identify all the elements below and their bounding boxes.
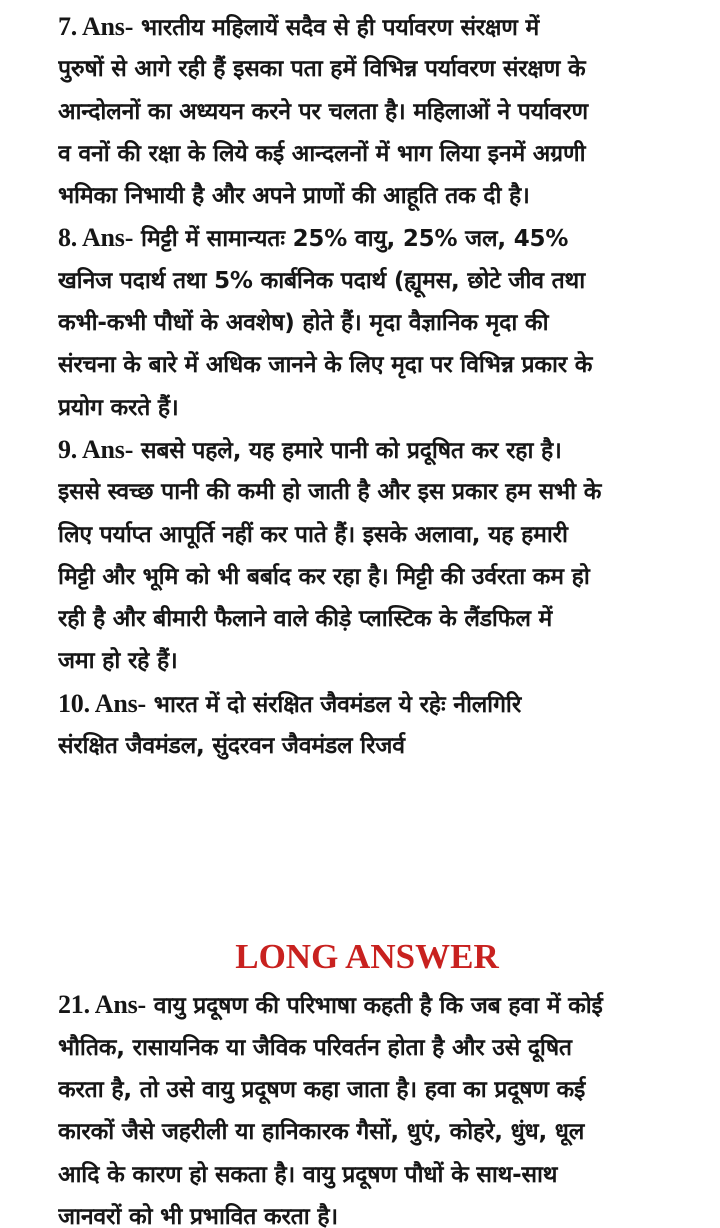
answer-9 xyxy=(58,429,686,683)
line-text: भारतीय महिलायें सदैव से ही पर्यावरण संरक्षण में xyxy=(133,15,540,41)
text-line xyxy=(58,6,686,48)
answer-7 xyxy=(58,6,686,217)
answer-number: 10. Ans- xyxy=(58,688,146,718)
text-line: मिट्टी और भूमि को भी बर्बाद कर रहा है। मिट्टी की उर्वरता कम हो xyxy=(58,563,590,590)
line-text: मिट्टी में सामान्यतः 25% वायु, 25% जल, 45% xyxy=(133,226,569,253)
text-line: जानवरों को भी प्रभावित करता है। xyxy=(58,1203,338,1228)
text-line: इससे स्वच्छ पानी की कमी हो जाती है और इस प्रकार हम सभी के xyxy=(58,479,602,506)
text-line: कारकों जैसे जहरीली या हानिकारक गैसों, धुएं, कोहरे, धुंध, धूल xyxy=(58,1119,585,1146)
text-line: करता है, तो उसे वायु प्रदूषण कहा जाता है। हवा का प्रदूषण कई xyxy=(58,1076,586,1103)
answer-8 xyxy=(58,217,686,428)
answer-number: 21. Ans- xyxy=(58,990,146,1020)
line-text: भारत में दो संरक्षित जैवमंडल ये रहेः नीलगिरि xyxy=(145,691,522,718)
line-text: वायु प्रदूषण की परिभाषा कहती है कि जब हवा में कोई xyxy=(145,993,603,1020)
text-line: जमा हो रहे हैं। xyxy=(58,648,178,675)
answer-21 xyxy=(58,984,686,1228)
text-line: रही है और बीमारी फैलाने वाले कीड़े प्लास्टिक के लैंडफिल में xyxy=(58,606,553,633)
text-line xyxy=(58,217,686,259)
text-line: भौतिक, रासायनिक या जैविक परिवर्तन होता है और उसे दूषित xyxy=(58,1034,572,1061)
text-line: व वनों की रक्षा के लिये कई आन्दलनों में भाग लिया इनमें अग्रणी xyxy=(58,140,586,167)
text-line: कभी-कभी पौधों के अवशेष) होते हैं। मृदा वैज्ञानिक मृदा की xyxy=(58,310,549,337)
text-line xyxy=(58,683,686,725)
text-line: आन्दोलनों का अध्ययन करने पर चलता है। महिलाओं ने पर्यावरण xyxy=(58,98,588,125)
long-answer-heading: LONG ANSWER xyxy=(235,937,499,977)
blank-space xyxy=(58,767,686,930)
text-line: आदि के कारण हो सकता है। वायु प्रदूषण पौधों के साथ-साथ xyxy=(58,1161,558,1188)
text-line: भमिका निभायी है और अपने प्राणों की आहूति तक दी है। xyxy=(58,183,530,210)
text-line: संरचना के बारे में अधिक जानने के लिए मृदा पर विभिन्न प्रकार के xyxy=(58,352,593,379)
text-line xyxy=(58,429,686,471)
text-line: खनिज पदार्थ तथा 5% कार्बनिक पदार्थ (ह्यूमस, छोटे जीव तथा xyxy=(58,267,585,294)
text-line: संरक्षित जैवमंडल, सुंदरवन जैवमंडल रिजर्व xyxy=(58,733,405,760)
answer-number: 9. Ans- xyxy=(58,434,134,464)
text-line xyxy=(58,984,686,1026)
line-text: सबसे पहले, यह हमारे पानी को प्रदूषित कर रहा है। xyxy=(133,437,562,464)
answer-number: 8. Ans- xyxy=(58,223,134,253)
answer-number: 7. Ans- xyxy=(58,12,134,41)
text-line: पुरुषों से आगे रही हैं इसका पता हमें विभिन्न पर्यावरण संरक्षण के xyxy=(58,56,586,83)
text-line: प्रयोग करते हैं। xyxy=(58,394,179,421)
text-line: लिए पर्याप्त आपूर्ति नहीं कर पाते हैं। इसके अलावा, यह हमारी xyxy=(58,521,568,548)
answer-10 xyxy=(58,683,686,768)
